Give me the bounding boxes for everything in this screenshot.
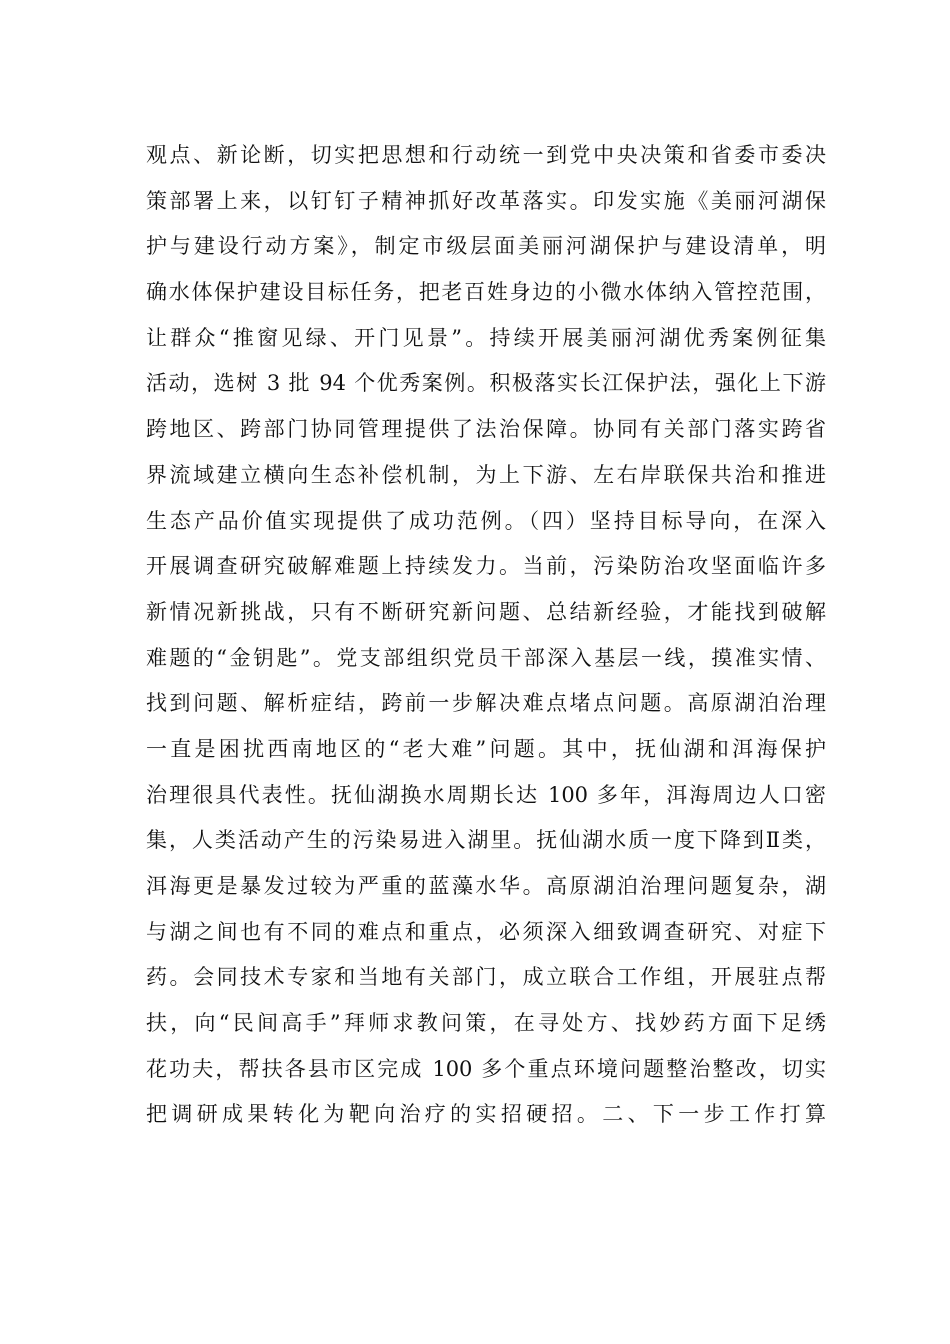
text-line: 界流域建立横向生态补偿机制，为上下游、左右岸联保共治和推进: [146, 462, 826, 487]
text-line: 找到问题、解析症结，跨前一步解决难点堵点问题。高原湖泊治理: [146, 691, 826, 716]
text-line: 跨地区、跨部门协同管理提供了法治保障。协同有关部门落实跨省: [146, 417, 826, 442]
text-line: 活动，选树 3 批 94 个优秀案例。积极落实长江保护法，强化上下游: [146, 371, 826, 396]
text-line: 新情况新挑战，只有不断研究新问题、总结新经验，才能找到破解: [146, 599, 826, 624]
text-line: 护与建设行动方案》，制定市级层面美丽河湖保护与建设清单，明: [146, 234, 826, 259]
text-line: 确水体保护建设目标任务，把老百姓身边的小微水体纳入管控范围，: [146, 280, 826, 305]
text-line: 扶，向“民间高手”拜师求教问策，在寻处方、找妙药方面下足绣: [146, 1011, 826, 1036]
text-line: 生态产品价值实现提供了成功范例。（四）坚持目标导向，在深入: [146, 508, 826, 533]
text-line: 一直是困扰西南地区的“老大难”问题。其中，抚仙湖和洱海保护: [146, 736, 826, 761]
body-text: [146, 133, 826, 1138]
text-line: 集，人类活动产生的污染易进入湖里。抚仙湖水质一度下降到Ⅱ类，: [146, 828, 826, 853]
text-line: 让群众“推窗见绿、开门见景”。持续开展美丽河湖优秀案例征集: [146, 325, 826, 350]
text-line: 与湖之间也有不同的难点和重点，必须深入细致调查研究、对症下: [146, 919, 826, 944]
text-line: 药。会同技术专家和当地有关部门，成立联合工作组，开展驻点帮: [146, 965, 826, 990]
text-line: 开展调查研究破解难题上持续发力。当前，污染防治攻坚面临许多: [146, 554, 826, 579]
text-line: 观点、新论断，切实把思想和行动统一到党中央决策和省委市委决: [146, 143, 826, 167]
text-line: 把调研成果转化为靶向治疗的实招硬招。二、下一步工作打算: [146, 1102, 826, 1127]
text-line: 治理很具代表性。抚仙湖换水周期长达 100 多年，洱海周边人口密: [146, 782, 826, 807]
text-line: 策部署上来，以钉钉子精神抓好改革落实。印发实施《美丽河湖保: [146, 188, 826, 213]
text-line: 洱海更是暴发过较为严重的蓝藻水华。高原湖泊治理问题复杂，湖: [146, 874, 826, 898]
text-line: 难题的“金钥匙”。党支部组织党员干部深入基层一线，摸准实情、: [146, 645, 826, 670]
text-line: 花功夫，帮扶各县市区完成 100 多个重点环境问题整治整改，切实: [146, 1056, 826, 1081]
